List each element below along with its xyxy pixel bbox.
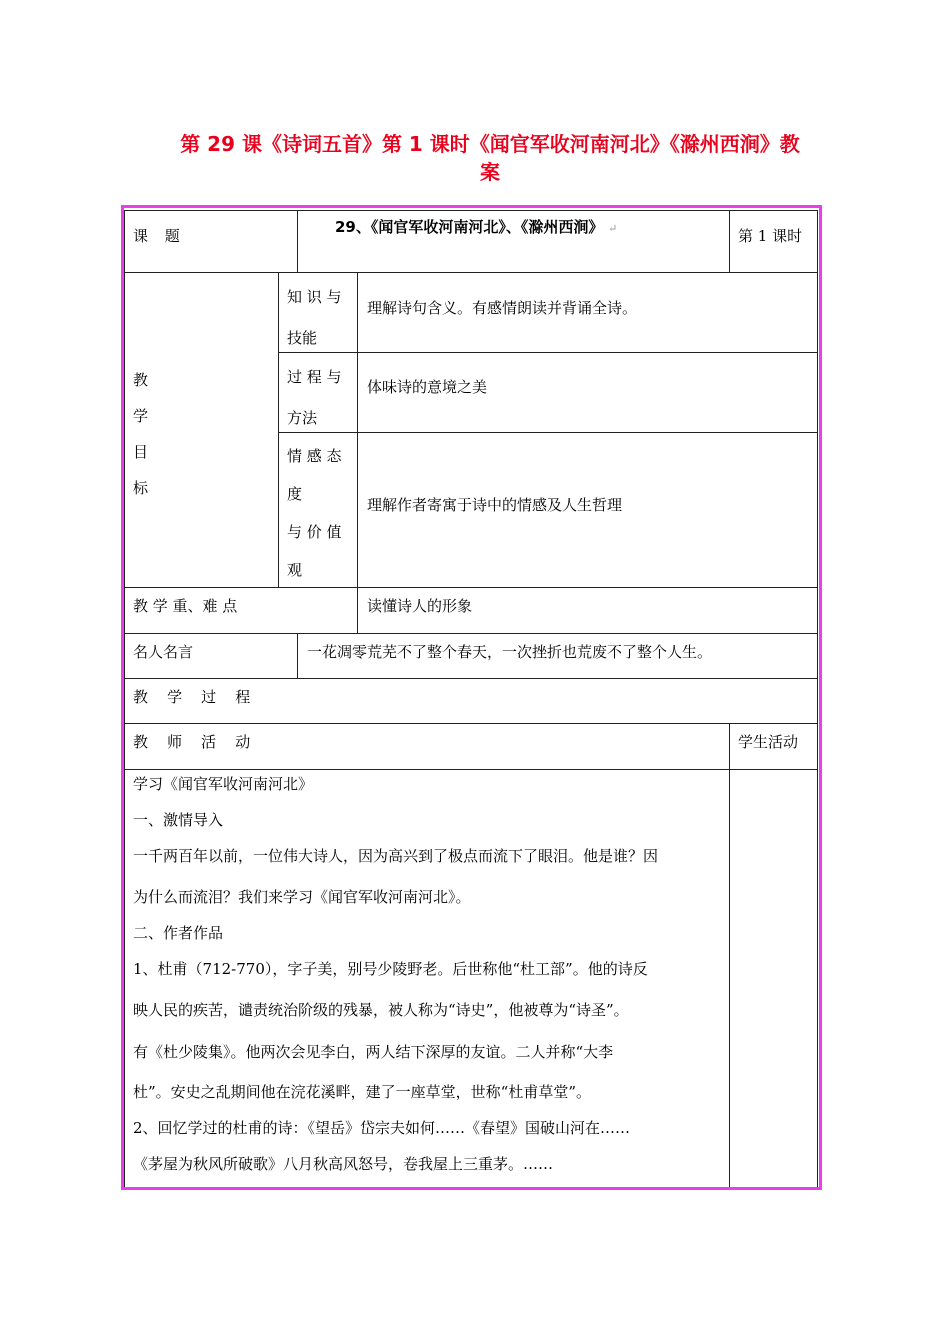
row-divider <box>124 678 818 679</box>
goals-label <box>133 362 148 506</box>
content-line: 二、作者作品 <box>133 924 224 942</box>
row-divider <box>357 352 818 353</box>
period-label: 第 1 课时 <box>738 227 803 245</box>
row-divider <box>124 723 818 724</box>
teacher-activity-label: 教 师 活 动 <box>133 733 251 751</box>
goal-category-line: 方法 <box>287 409 318 427</box>
key-points-value: 读懂诗人的形象 <box>367 597 473 615</box>
key-points-label: 教 学 重、难 点 <box>133 597 238 615</box>
quote-value: 一花凋零荒芜不了整个春天，一次挫折也荒废不了整个人生。 <box>307 643 713 661</box>
content-line: 有《杜少陵集》。他两次会见李白，两人结下深厚的友谊。二人并称“大李 <box>133 1043 614 1061</box>
goal-category-line: 情 感 态 <box>287 447 342 465</box>
document-title <box>140 130 840 186</box>
row-divider <box>124 769 818 770</box>
table-border-left <box>124 210 125 1187</box>
content-line: 一千两百年以前，一位伟大诗人，因为高兴到了极点而流下了眼泪。他是谁？因 <box>133 847 659 865</box>
goal-text-knowledge: 理解诗句含义。有感情朗读并背诵全诗。 <box>367 299 638 317</box>
goals-label-char: 目 <box>133 443 149 461</box>
content-line: 为什么而流泪？我们来学习《闻官军收河南河北》。 <box>133 888 471 906</box>
row-divider <box>124 633 818 634</box>
return-mark: ↵ <box>608 222 618 235</box>
goals-label-char: 学 <box>133 407 149 425</box>
content-line: 映人民的疾苦，谴责统治阶级的残暴，被人称为“诗史”，他被尊为“诗圣”。 <box>133 1001 629 1019</box>
content-line: 学习《闻官军收河南河北》 <box>133 775 314 793</box>
table-border-top <box>124 210 818 211</box>
row-divider <box>278 432 818 433</box>
goal-category-line: 技能 <box>287 329 318 347</box>
goal-category-line: 过 程 与 <box>287 368 342 386</box>
goal-category-process <box>287 357 342 439</box>
col-divider <box>729 723 730 1187</box>
col-divider <box>297 210 298 272</box>
goals-label-char: 教 <box>133 371 149 389</box>
col-divider <box>357 272 358 633</box>
row-divider <box>124 272 818 273</box>
topic-label: 课 题 <box>133 227 186 245</box>
table-border-right <box>817 210 818 1187</box>
goal-category-knowledge <box>287 277 342 359</box>
goal-text-emotion: 理解作者寄寓于诗中的情感及人生哲理 <box>367 496 623 514</box>
content-line: 1、杜甫（712-770），字子美，别号少陵野老。后世称他“杜工部”。他的诗反 <box>133 960 648 978</box>
student-activity-label: 学生活动 <box>738 733 799 751</box>
title-line-1: 第 29 课《诗词五首》第 1 课时《闻官军收河南河北》《滁州西涧》教 <box>180 132 800 156</box>
process-label: 教 学 过 程 <box>133 688 251 706</box>
goal-category-line: 知 识 与 <box>287 288 342 306</box>
topic-value <box>335 217 617 239</box>
goal-text-process: 体味诗的意境之美 <box>367 378 488 396</box>
goals-label-char: 标 <box>133 479 149 497</box>
goal-category-emotion <box>287 437 342 589</box>
quote-label: 名人名言 <box>133 643 194 661</box>
col-divider <box>278 272 279 587</box>
content-line: 2、回忆学过的杜甫的诗：《望岳》岱宗夫如何……《春望》国破山河在…… <box>133 1119 631 1137</box>
goal-category-line: 度 <box>287 485 303 503</box>
row-divider <box>124 587 818 588</box>
content-line: 杜”。安史之乱期间他在浣花溪畔，建了一座草堂，世称“杜甫草堂”。 <box>133 1083 592 1101</box>
goal-category-line: 与 价 值 <box>287 523 342 541</box>
content-line: 《茅屋为秋风所破歌》八月秋高风怒号，卷我屋上三重茅。…… <box>133 1155 554 1173</box>
col-divider <box>729 210 730 272</box>
content-line: 一、激情导入 <box>133 811 224 829</box>
topic-title: 29、《闻官军收河南河北》、《滁州西涧》 <box>335 218 604 236</box>
goal-category-line: 观 <box>287 561 303 579</box>
col-divider <box>297 633 298 678</box>
title-line-2: 案 <box>480 160 500 184</box>
